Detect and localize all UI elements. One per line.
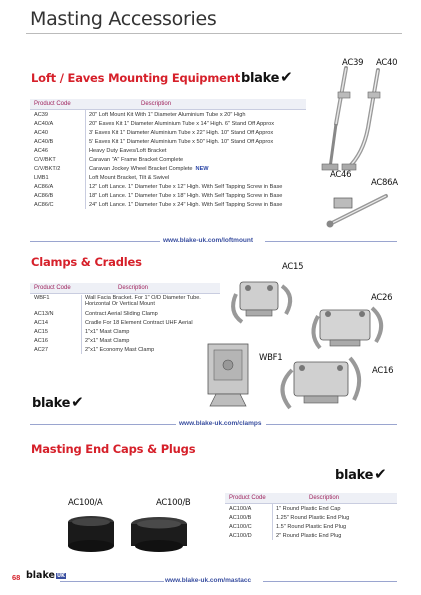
caps-row-desc-text: 1.5" Round Plastic End Plug (276, 523, 347, 530)
label-ac26: AC26 (371, 293, 393, 303)
loft-table-row (30, 155, 306, 164)
clamps-header-desc: Description (118, 285, 149, 291)
loft-lance-image (320, 180, 400, 235)
loft-row-desc-text: 12" Loft Lance. 1" Diameter Tube x 12" High. With Self Tapping Screw in Base (89, 183, 283, 190)
clamps-row-desc-text: Wall Facia Bracket. For 1" O/D Diameter Tube. (85, 295, 201, 301)
label-ac15: AC15 (282, 262, 304, 272)
label-ac40: AC40 (376, 58, 398, 68)
footer-url-link[interactable]: www.blake-uk.com/mastacc (165, 577, 252, 584)
end-caps-image (54, 510, 214, 562)
caps-row-desc (273, 506, 341, 512)
clamps-row-desc-line2: Horizontal Or Vertical Mount (85, 301, 155, 307)
loft-row-code: AC86/B (30, 191, 86, 200)
clamps-table-row (30, 327, 220, 336)
clamps-row-desc-text: Contract Aerial Sliding Clamp (85, 310, 158, 317)
loft-row-code: AC46 (30, 146, 86, 155)
loft-row-desc (86, 157, 183, 163)
clamps-row-desc (82, 347, 154, 353)
caps-row-desc (273, 515, 349, 521)
loft-section-title: Loft / Eaves Mounting Equipment (31, 71, 240, 85)
loft-row-desc-text: 5' Eaves Kit 1" Diameter Aluminium Tube x 50" High. 10" Stand Off Approx (89, 138, 274, 145)
loft-row-desc (86, 166, 209, 172)
loft-row-desc (86, 148, 166, 154)
label-ac100b: AC100/B (156, 498, 191, 508)
loft-row-desc-text: 18" Loft Lance. 1" Diameter Tube x 18" High. With Self Tapping Screw in Base (89, 192, 283, 199)
caps-row-desc (273, 524, 346, 530)
blake-logo: blake✔ (241, 68, 293, 86)
blake-logo-caps: blake✔ (335, 465, 387, 483)
clamps-row-desc-text: 1"x1" Mast Clamp (85, 328, 130, 335)
blake-logo-clamps: blake✔ (32, 393, 84, 411)
clamps-row-desc-text: Cradle For 18 Element Contract UHF Aerial (85, 319, 193, 326)
clamps-table-row (30, 336, 220, 345)
loft-row-code: AC40 (30, 128, 86, 137)
loft-row-code: LMB1 (30, 173, 86, 182)
title-divider (26, 33, 402, 34)
clamps-table-header (30, 283, 220, 294)
loft-row-code: C/V/BKT (30, 155, 86, 164)
loft-table-row (30, 164, 306, 173)
loft-url-rule-right (265, 241, 397, 242)
clamps-row-desc (82, 329, 129, 335)
footer-blake-logo: blake UK (26, 570, 65, 581)
clamps-row-code: AC14 (30, 318, 82, 327)
loft-header-code: Product Code (34, 101, 71, 107)
clamps-row-desc (82, 320, 193, 326)
loft-table-row (30, 137, 306, 146)
caps-table-row (225, 504, 397, 513)
clamps-table-row (30, 318, 220, 327)
clamps-row-desc (82, 295, 201, 307)
loft-table-row (30, 200, 306, 209)
mast-clamp-ac16-image (268, 348, 368, 420)
clamps-url-rule-left (30, 424, 176, 425)
loft-row-desc (86, 112, 245, 118)
caps-header-desc: Description (309, 495, 340, 501)
loft-row-desc-text: Caravan Jockey Wheel Bracket Complete (89, 165, 193, 172)
loft-row-desc-text: Caravan "A" Frame Bracket Complete (89, 156, 184, 163)
loft-url-link[interactable]: www.blake-uk.com/loftmount (163, 237, 254, 244)
label-ac86a: AC86A (371, 178, 398, 188)
clamps-table-row (30, 294, 220, 309)
clamps-row-code: AC13/N (30, 309, 82, 318)
caps-table-row (225, 513, 397, 522)
loft-row-desc-text: Heavy Duty Eaves/Loft Bracket (89, 147, 167, 154)
loft-row-code: AC40/A (30, 119, 86, 128)
clamps-section-title: Clamps & Cradles (31, 255, 142, 269)
loft-table-row (30, 119, 306, 128)
loft-row-desc (86, 175, 169, 181)
clamps-row-desc-text: 2"x1" Mast Clamp (85, 337, 130, 344)
loft-row-desc-text: 3' Eaves Kit 1" Diameter Aluminium Tube x 22" High. 10" Stand Off Approx (89, 129, 274, 136)
loft-row-desc (86, 121, 274, 127)
loft-row-desc (86, 193, 282, 199)
loft-row-code: AC86/C (30, 200, 86, 209)
page-number: 68 (12, 573, 21, 582)
caps-row-code: AC100/A (225, 504, 273, 513)
loft-row-desc (86, 139, 273, 145)
label-wbf1: WBF1 (259, 353, 283, 363)
page-title: Masting Accessories (30, 8, 217, 30)
loft-row-code: AC39 (30, 110, 86, 119)
footer-url-rule-left (60, 581, 164, 582)
loft-row-code: C/V/BKT/2 (30, 164, 86, 173)
clamps-header-code: Product Code (34, 285, 71, 291)
loft-row-desc-text: Loft Mount Bracket, Tilt & Swivel (89, 174, 170, 181)
caps-row-code: AC100/C (225, 522, 273, 531)
caps-table-header (225, 493, 397, 504)
caps-row-code: AC100/B (225, 513, 273, 522)
loft-row-code: AC86/A (30, 182, 86, 191)
caps-table-row (225, 531, 397, 540)
loft-row-code: AC40/B (30, 137, 86, 146)
caps-table-row (225, 522, 397, 531)
caps-row-code: AC100/D (225, 531, 273, 540)
clamps-row-desc (82, 338, 129, 344)
loft-row-desc-text: 20" Eaves Kit 1" Diameter Aluminium Tube x 14" High. 6" Stand Off Approx (89, 120, 275, 127)
loft-table-row (30, 128, 306, 137)
caps-header-code: Product Code (229, 495, 266, 501)
loft-row-desc-text: 20" Loft Mount Kit With 1" Diameter Aluminium Tube x 20" High (89, 111, 246, 118)
label-ac16: AC16 (372, 366, 394, 376)
clamps-row-desc (82, 311, 158, 317)
clamps-table (30, 283, 220, 354)
clamps-row-desc-text: 2"x1" Economy Mast Clamp (85, 346, 155, 353)
loft-url-rule-left (30, 241, 160, 242)
mast-clamp-ac15-image (228, 272, 298, 332)
caps-row-desc-text: 2" Round Plastic End Plug (276, 532, 342, 539)
loft-row-desc (86, 130, 273, 136)
loft-table-header (30, 99, 306, 110)
eaves-mount-kit-image (308, 64, 398, 174)
loft-row-desc-text: 24" Loft Lance. 1" Diameter Tube x 24" High. With Self Tapping Screw in Base (89, 201, 283, 208)
label-ac46: AC46 (330, 170, 352, 180)
clamps-url-rule-right (266, 424, 397, 425)
new-badge: NEW (195, 165, 209, 172)
clamps-row-code: AC15 (30, 327, 82, 336)
caps-row-desc-text: 1" Round Plastic End Cap (276, 505, 341, 512)
caps-section-title: Masting End Caps & Plugs (31, 442, 196, 456)
loft-table-row (30, 173, 306, 182)
label-ac100a: AC100/A (68, 498, 103, 508)
loft-table-row (30, 182, 306, 191)
loft-table-row (30, 146, 306, 155)
clamps-url-link[interactable]: www.blake-uk.com/clamps (179, 420, 262, 427)
caps-row-desc (273, 533, 341, 539)
caps-row-desc-text: 1.25" Round Plastic End Plug (276, 514, 350, 521)
loft-header-desc: Description (141, 101, 172, 107)
clamps-table-row (30, 345, 220, 354)
clamps-row-code: AC16 (30, 336, 82, 345)
loft-table (30, 99, 306, 209)
clamps-table-row (30, 309, 220, 318)
clamps-row-code: AC27 (30, 345, 82, 354)
clamps-row-code: WBF1 (30, 295, 82, 309)
loft-table-row (30, 191, 306, 200)
loft-table-row (30, 110, 306, 119)
wall-facia-bracket-image (198, 336, 258, 408)
loft-row-desc (86, 202, 282, 208)
caps-table (225, 493, 397, 540)
label-ac39: AC39 (342, 58, 364, 68)
footer-url-rule-right (263, 581, 397, 582)
loft-row-desc (86, 184, 282, 190)
